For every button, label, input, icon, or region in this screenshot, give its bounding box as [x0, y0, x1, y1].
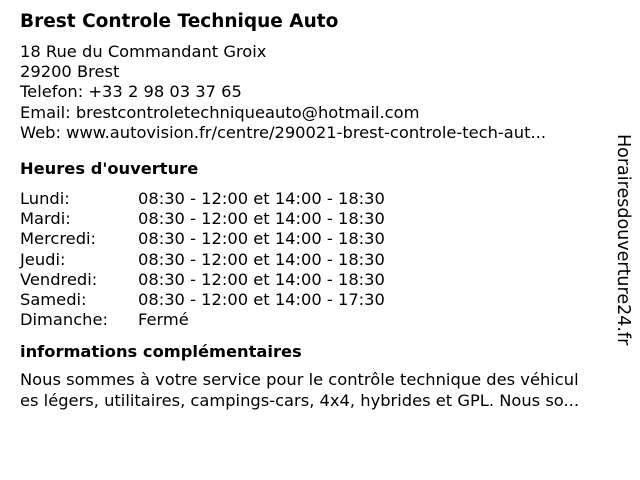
address-city: 29200 Brest: [20, 62, 120, 82]
day-label: Samedi:: [20, 290, 87, 310]
info-heading: informations complémentaires: [20, 342, 302, 362]
day-hours: Fermé: [138, 310, 189, 330]
day-hours: 08:30 - 12:00 et 14:00 - 18:30: [138, 229, 385, 249]
hours-heading: Heures d'ouverture: [20, 159, 199, 179]
site-watermark: Horairesdouverture24.fr: [613, 134, 633, 346]
phone-line: Telefon: +33 2 98 03 37 65: [20, 82, 242, 102]
hours-row-tuesday: [20, 209, 600, 229]
day-label: Vendredi:: [20, 269, 98, 289]
day-label: Jeudi:: [20, 249, 66, 269]
business-card: [20, 10, 600, 411]
day-label: Mardi:: [20, 209, 71, 229]
day-hours: 08:30 - 12:00 et 14:00 - 17:30: [138, 290, 385, 310]
hours-row-monday: [20, 189, 600, 209]
address-street: 18 Rue du Commandant Groix: [20, 42, 267, 61]
hours-row-thursday: [20, 250, 600, 270]
web-line: Web: www.autovision.fr/centre/290021-brest-controle-tech-aut...: [20, 122, 546, 142]
hours-table: [20, 189, 600, 330]
day-label: Lundi:: [20, 189, 70, 209]
email-line: Email: brestcontroletechniqueauto@hotmail.com: [20, 102, 420, 122]
hours-row-wednesday: [20, 229, 600, 249]
hours-row-saturday: [20, 290, 600, 310]
day-label: Mercredi:: [20, 229, 97, 249]
info-text-line-1: Nous sommes à votre service pour le contrôle technique des véhicul: [20, 370, 579, 390]
day-hours: 08:30 - 12:00 et 14:00 - 18:30: [138, 209, 385, 229]
hours-row-sunday: [20, 310, 600, 330]
day-hours: 08:30 - 12:00 et 14:00 - 18:30: [138, 189, 385, 209]
info-text-line-2: es légers, utilitaires, campings-cars, 4x4, hybrides et GPL. Nous so...: [20, 390, 579, 410]
day-hours: 08:30 - 12:00 et 14:00 - 18:30: [138, 269, 385, 289]
day-hours: 08:30 - 12:00 et 14:00 - 18:30: [138, 249, 385, 269]
day-label: Dimanche:: [20, 310, 108, 330]
business-name: Brest Controle Technique Auto: [20, 11, 339, 32]
hours-row-friday: [20, 270, 600, 290]
